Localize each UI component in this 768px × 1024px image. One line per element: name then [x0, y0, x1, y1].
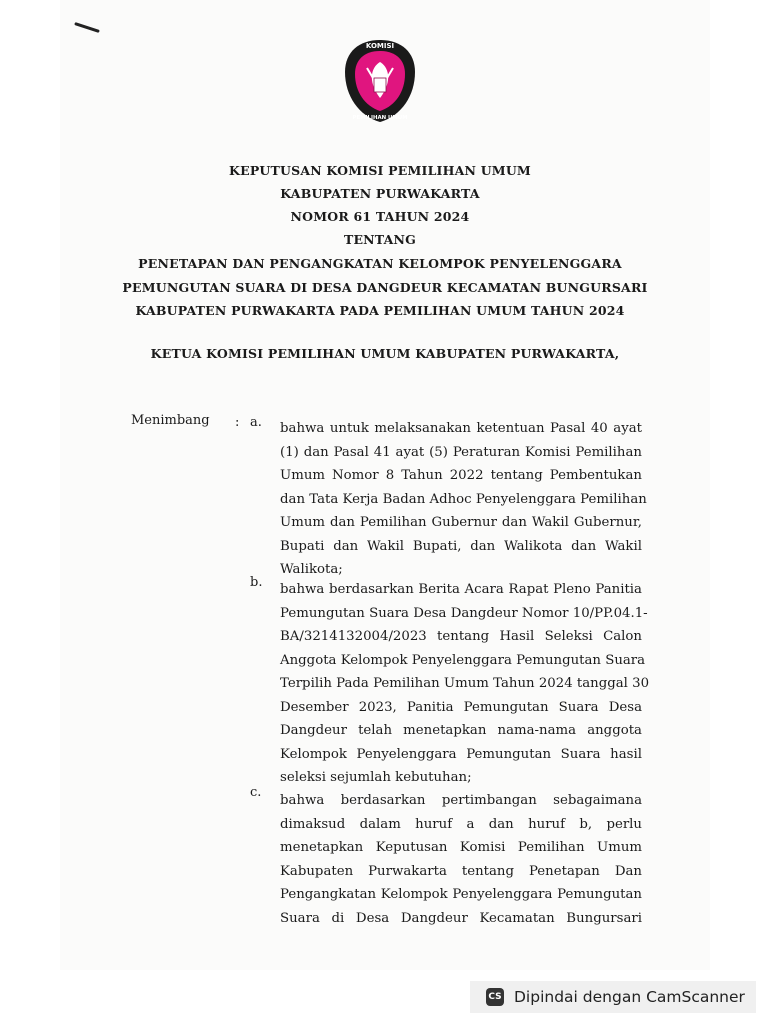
- item-a-text: [280, 417, 647, 582]
- kpu-logo: [343, 38, 417, 124]
- item-b-line: bahwa berdasarkan Berita Acara Rapat Pleno Panitia: [280, 582, 642, 597]
- item-b-line: Desember 2023, Panitia Pemungutan Suara Desa: [280, 699, 642, 715]
- camscanner-watermark: [470, 981, 756, 1013]
- heading-line-4: TENTANG: [343, 232, 417, 247]
- item-c-line: Kabupaten Purwakarta tentang Penetapan Dan: [280, 863, 642, 879]
- item-a-line: dan Tata Kerja Badan Adhoc Penyelenggara Pemilihan: [280, 491, 647, 507]
- logo-top-text: KOMISI: [365, 42, 395, 50]
- item-b-letter: b.: [250, 575, 263, 590]
- item-c-letter: c.: [250, 785, 262, 800]
- item-c-line: Pengangkatan Kelompok Penyelenggara Pemungutan: [280, 887, 642, 902]
- item-a-letter: a.: [250, 415, 262, 430]
- item-b-line: Dangdeur telah menetapkan nama-nama anggota: [280, 723, 642, 738]
- item-c-line: dimaksud dalam huruf a dan huruf b, perlu: [280, 816, 642, 832]
- item-b-line: seleksi sejumlah kebutuhan;: [280, 770, 472, 785]
- item-a-line: Umum dan Pemilihan Gubernur dan Wakil Gubernur,: [280, 515, 642, 530]
- item-c-line: menetapkan Keputusan Komisi Pemilihan Umum: [280, 840, 642, 855]
- camscanner-icon: CS: [486, 988, 504, 1006]
- camscanner-text: Dipindai dengan CamScanner: [514, 988, 745, 1006]
- heading-line-1: KEPUTUSAN KOMISI PEMILIHAN UMUM: [229, 163, 531, 178]
- item-c-line: Suara di Desa Dangdeur Kecamatan Bungursari: [280, 910, 642, 926]
- item-a-line: bahwa untuk melaksanakan ketentuan Pasal 40 ayat: [280, 421, 642, 436]
- menimbang-label: Menimbang: [131, 413, 210, 428]
- item-a-line: Umum Nomor 8 Tahun 2022 tentang Pembentukan: [280, 468, 642, 483]
- heading-line-3: NOMOR 61 TAHUN 2024: [290, 209, 470, 224]
- chair-title: KETUA KOMISI PEMILIHAN UMUM KABUPATEN PURWAKARTA,: [150, 346, 620, 361]
- menimbang-colon: :: [235, 415, 240, 430]
- item-b-line: BA/3214132004/2023 tentang Hasil Seleksi Calon: [280, 629, 642, 644]
- heading-line-5: PENETAPAN DAN PENGANGKATAN KELOMPOK PENYELENGGARA: [138, 256, 622, 271]
- item-b-line: Terpilih Pada Pemilihan Umum Tahun 2024 tanggal 30: [280, 676, 650, 691]
- item-b-line: Kelompok Penyelenggara Pemungutan Suara hasil: [280, 746, 642, 762]
- item-a-line: (1) dan Pasal 41 ayat (5) Peraturan Komisi Pemilihan: [280, 444, 642, 460]
- item-c-text: [280, 789, 642, 930]
- item-b-line: Anggota Kelompok Penyelenggara Pemungutan Suara: [280, 652, 646, 668]
- heading-line-2: KABUPATEN PURWAKARTA: [280, 186, 480, 201]
- item-a-line: Walikota;: [280, 562, 343, 577]
- item-b-text: [280, 578, 650, 790]
- item-a-line: Bupati dan Wakil Bupati, dan Walikota dan Wakil: [280, 538, 642, 554]
- heading-line-6: PEMUNGUTAN SUARA DI DESA DANGDEUR KECAMATAN BUNGURSARI: [122, 280, 648, 295]
- item-b-line: Pemungutan Suara Desa Dangdeur Nomor 10/PP.04.1-: [280, 605, 648, 621]
- heading-line-7: KABUPATEN PURWAKARTA PADA PEMILIHAN UMUM TAHUN 2024: [135, 303, 625, 318]
- logo-bottom-text: PEMILIHAN UMUM: [352, 115, 408, 121]
- item-c-line: bahwa berdasarkan pertimbangan sebagaimana: [280, 793, 642, 808]
